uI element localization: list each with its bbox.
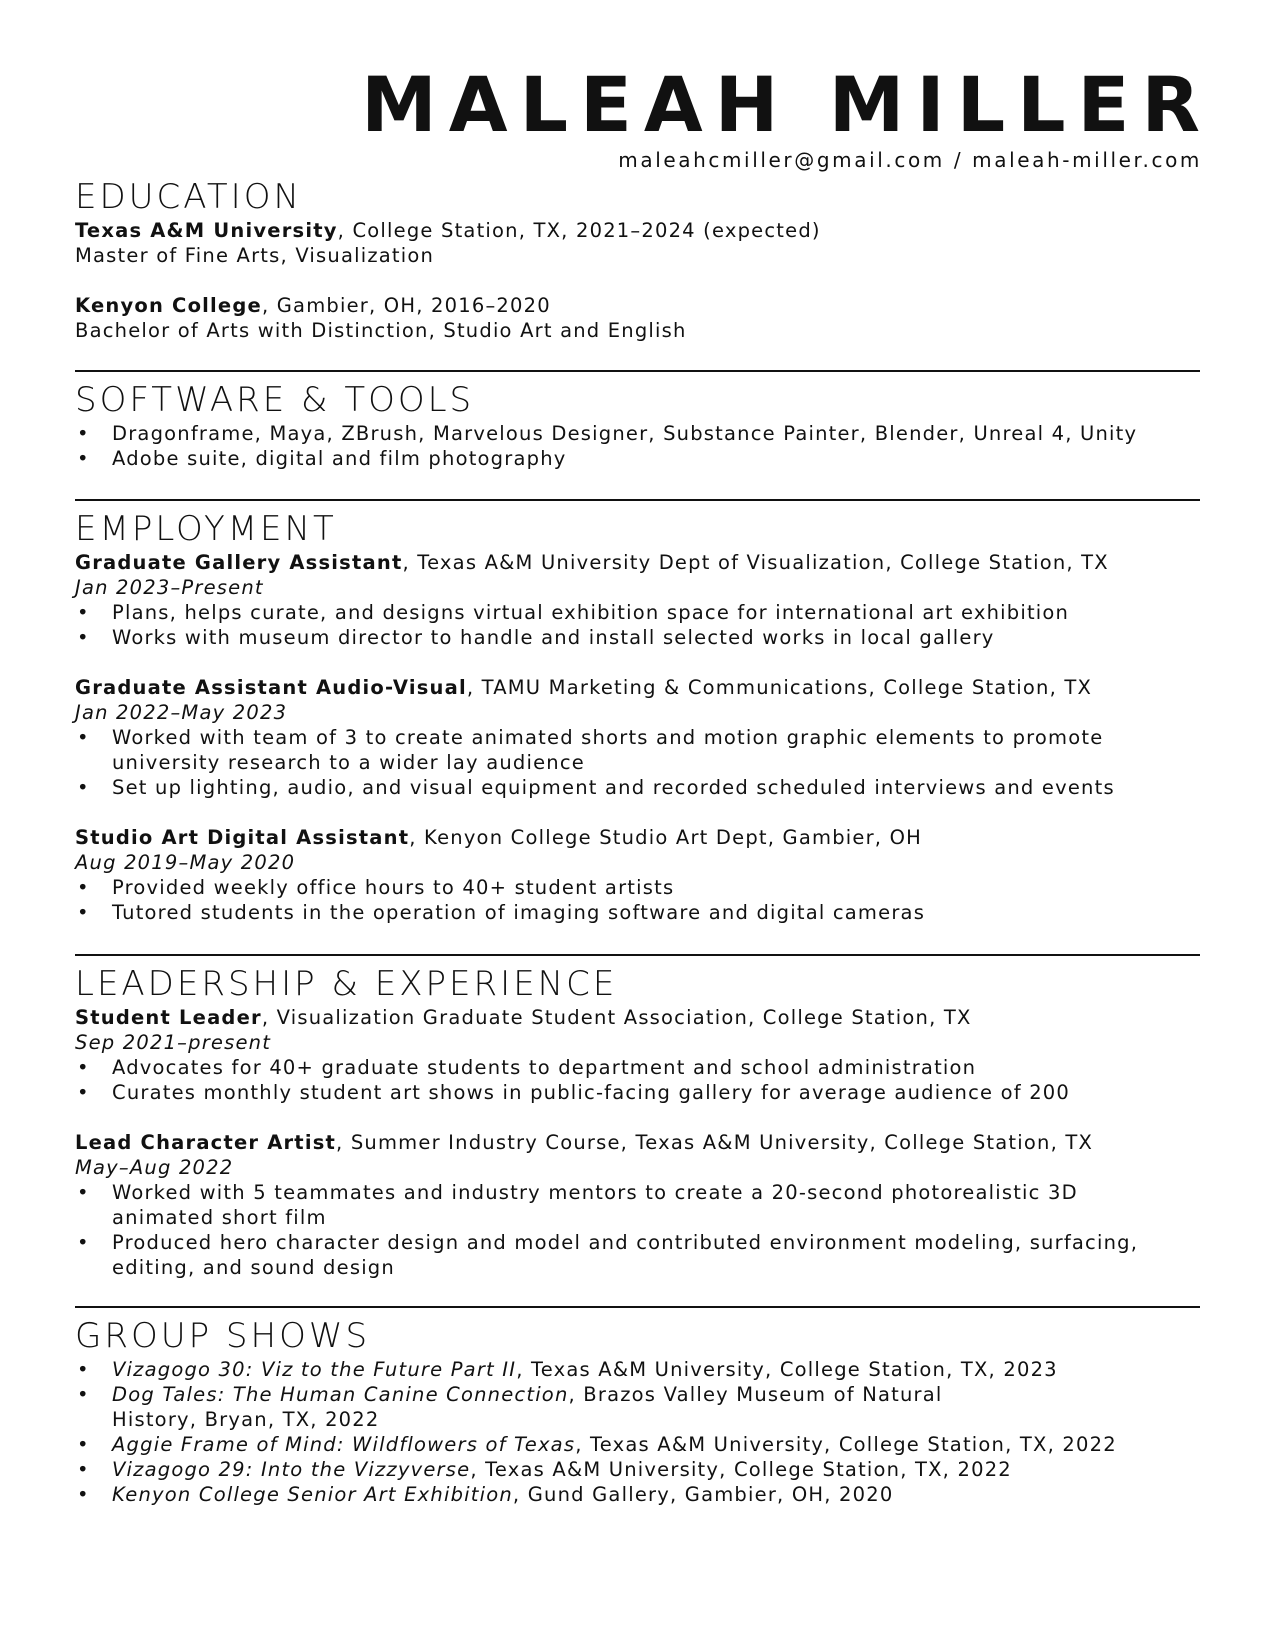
group-shows-title: GROUP SHOWS xyxy=(75,1316,371,1356)
job-role: Studio Art Digital Assistant xyxy=(75,826,410,849)
list-item xyxy=(75,1432,1200,1457)
section-divider xyxy=(75,954,1200,956)
job-entry xyxy=(75,675,1200,800)
group-shows-list xyxy=(75,1357,1200,1507)
role-dates: Sep 2021–present xyxy=(75,1031,272,1054)
software-section xyxy=(75,379,1200,471)
education-entry xyxy=(75,218,1200,268)
list-item xyxy=(75,1457,1200,1482)
job-org: , Kenyon College Studio Art Dept, Gambier, OH xyxy=(409,826,923,849)
job-role: Graduate Gallery Assistant xyxy=(75,551,403,574)
job-org: , Texas A&M University Dept of Visualization, College Station, TX xyxy=(402,551,1109,574)
list-item: • Plans, helps curate, and designs virtual exhibition space for international art exhibition xyxy=(75,600,1200,625)
show-title: Aggie Frame of Mind: Wildflowers of Texas xyxy=(112,1433,576,1456)
job-org: , TAMU Marketing & Communications, College Station, TX xyxy=(466,676,1093,699)
list-item: • Set up lighting, audio, and visual equipment and recorded scheduled interviews and events xyxy=(75,775,1200,800)
show-details: , Brazos Valley Museum of Natural History, Bryan, TX, 2022 xyxy=(112,1383,943,1431)
job-entry xyxy=(75,825,1200,925)
role-entry xyxy=(75,1005,1200,1105)
role-org: , Summer Industry Course, Texas A&M University, College Station, TX xyxy=(336,1131,1094,1154)
show-title: Vizagogo 29: Into the Vizzyverse xyxy=(112,1458,471,1481)
group-shows-section xyxy=(75,1315,1200,1507)
show-details: , Texas A&M University, College Station, TX, 2022 xyxy=(470,1458,1012,1481)
school-name: Kenyon College xyxy=(75,294,262,317)
resume-name: MALEAH MILLER xyxy=(361,60,1212,149)
school-name: Texas A&M University xyxy=(75,219,338,242)
list-item: • Dragonframe, Maya, ZBrush, Marvelous Designer, Substance Painter, Blender, Unreal 4, Unity xyxy=(75,421,1200,446)
resume-page xyxy=(75,60,1212,1507)
section-divider xyxy=(75,499,1200,501)
role-org: , Visualization Graduate Student Association, College Station, TX xyxy=(261,1006,972,1029)
role-title: Lead Character Artist xyxy=(75,1131,337,1154)
show-details: , Gund Gallery, Gambier, OH, 2020 xyxy=(512,1483,894,1506)
show-details: , Texas A&M University, College Station, TX, 2022 xyxy=(575,1433,1117,1456)
education-section xyxy=(75,176,1200,343)
role-dates: May–Aug 2022 xyxy=(75,1156,234,1179)
list-item: • Tutored students in the operation of imaging software and digital cameras xyxy=(75,900,1200,925)
job-dates: Aug 2019–May 2020 xyxy=(75,851,296,874)
section-divider xyxy=(75,1306,1200,1308)
list-item: • Provided weekly office hours to 40+ student artists xyxy=(75,875,1200,900)
show-title: Dog Tales: The Human Canine Connection xyxy=(112,1383,569,1406)
section-divider xyxy=(75,370,1200,372)
role-title: Student Leader xyxy=(75,1006,262,1029)
list-item: • Worked with 5 teammates and industry mentors to create a 20-second photorealistic 3D animated short film xyxy=(75,1180,1122,1230)
job-role: Graduate Assistant Audio-Visual xyxy=(75,676,467,699)
software-title: SOFTWARE & TOOLS xyxy=(75,380,475,420)
list-item: • Produced hero character design and model and contributed environment modeling, surfacing, editing, and sound design xyxy=(75,1230,1172,1280)
list-item: • Curates monthly student art shows in public-facing gallery for average audience of 200 xyxy=(75,1080,1200,1105)
list-item: • Adobe suite, digital and film photography xyxy=(75,446,1200,471)
employment-title: EMPLOYMENT xyxy=(75,509,337,549)
leadership-title: LEADERSHIP & EXPERIENCE xyxy=(75,964,618,1004)
list-item xyxy=(75,1357,1200,1382)
degree: Bachelor of Arts with Distinction, Studio Art and English xyxy=(75,319,687,342)
school-details: , Gambier, OH, 2016–2020 xyxy=(261,294,551,317)
education-entry xyxy=(75,293,1200,343)
list-item: • Worked with team of 3 to create animated shorts and motion graphic elements to promote university research to a wider lay audience xyxy=(75,725,1152,775)
list-item: • Works with museum director to handle and install selected works in local gallery xyxy=(75,625,1200,650)
employment-section xyxy=(75,508,1200,925)
show-title: Kenyon College Senior Art Exhibition xyxy=(112,1483,513,1506)
show-details: , Texas A&M University, College Station, TX, 2023 xyxy=(516,1358,1058,1381)
education-title: EDUCATION xyxy=(75,177,302,217)
list-item: • Advocates for 40+ graduate students to department and school administration xyxy=(75,1055,1200,1080)
job-dates: Jan 2023–Present xyxy=(75,576,264,599)
school-details: , College Station, TX, 2021–2024 (expected) xyxy=(337,219,821,242)
job-dates: Jan 2022–May 2023 xyxy=(75,701,288,724)
degree: Master of Fine Arts, Visualization xyxy=(75,244,435,267)
leadership-section xyxy=(75,963,1200,1280)
software-list xyxy=(75,421,1200,471)
show-title: Vizagogo 30: Viz to the Future Part II xyxy=(112,1358,517,1381)
list-item xyxy=(75,1482,1200,1507)
contact-line: maleahcmiller@gmail.com / maleah-miller.com xyxy=(618,148,1202,172)
job-entry xyxy=(75,550,1200,650)
list-item xyxy=(75,1382,1032,1432)
role-entry xyxy=(75,1130,1200,1280)
